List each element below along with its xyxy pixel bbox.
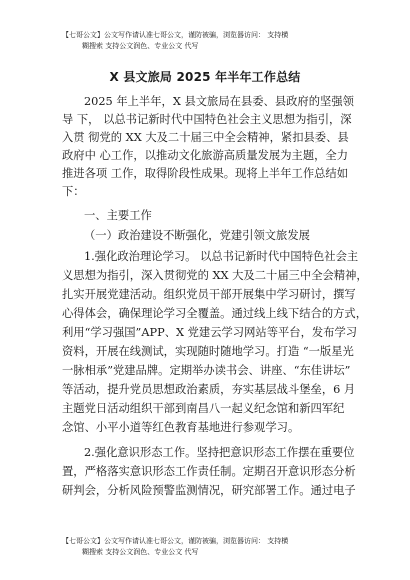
item1-line-2: 义思想为指引，深入贯彻党的 XX 大及二十届三中全会精神，	[62, 269, 368, 282]
header-line-1: 【七哥公文】公文写作请认准七哥公文，谨防被骗，浏览器访问： 支持横	[62, 31, 289, 39]
page-footer	[62, 536, 362, 558]
footer-line-2: 糊搜索 支持公文润色、专业公文 代写	[82, 548, 199, 556]
item1-line-4: 心得体会，确保理论学习全覆盖。通过线上线下结合的方式，	[62, 307, 368, 320]
item1-line-1: 1.强化政治理论学习。 以总书记新时代中国特色社会主	[84, 250, 359, 263]
document-title: X 县文旅局 2025 年半年工作总结	[109, 70, 301, 84]
item1-line-8: 等活动，提升党员思想政治素质，夯实基层战斗堡垒，6 月	[62, 383, 356, 396]
intro-line-4: 政府中 心工作，以推动文化旅游高质量发展为主题，全力	[62, 149, 349, 162]
item1-line-7: 一脉相承”党建品牌。定期举办读书会、讲座、“东佳讲坛”	[62, 364, 351, 377]
intro-line-1: 2025 年上半年，X 县文旅局在县委、县政府的坚强领	[84, 95, 354, 108]
item1-line-5: 利用“学习强国”APP、X 党建云学习网站等平台，发布学习	[62, 326, 358, 339]
subsection-heading-1: （一）政治建设不断强化，党建引领文旅发展	[84, 229, 310, 242]
intro-line-6: 下：	[62, 185, 85, 198]
item2-line-1: 2.强化意识形态工作。坚持把意识形态工作摆在重要位	[84, 446, 355, 459]
page-header	[62, 30, 362, 52]
intro-line-5: 推进各项 工作，取得阶段性成果。现将上半年工作总结如	[62, 167, 349, 180]
item1-line-3: 扎实开展党建活动。组织党员干部开展集中学习研讨，撰写	[62, 288, 356, 301]
item2-line-3: 研判会，分析风险预警监测情况，研究部署工作。通过电子	[62, 484, 356, 497]
item1-line-10: 念馆、小平小道等红色教育基地进行参观学习。	[62, 421, 300, 434]
header-line-2: 糊搜索 支持公文润色、专业公文 代写	[82, 42, 199, 50]
section-heading-1: 一、主要工作	[84, 209, 152, 222]
intro-line-3: 入贯 彻党的 XX 大及二十届三中全会精神，紧扣县委、县	[62, 131, 349, 144]
intro-line-2: 导 下， 以总书记新时代中国特色社会主义思想为指引，深	[62, 113, 352, 126]
footer-line-1: 【七哥公文】公文写作请认准七哥公文，谨防被骗，浏览器访问： 支持横	[62, 537, 289, 545]
item1-line-9: 主题党日活动组织干部到南昌八一起义纪念馆和新四军纪	[62, 402, 345, 415]
item2-line-2: 置，严格落实意识形态工作责任制。定期召开意识形态分析	[62, 465, 356, 478]
item1-line-6: 资料，开展在线测试，实现随时随地学习。打造 “一版星光	[62, 345, 354, 358]
